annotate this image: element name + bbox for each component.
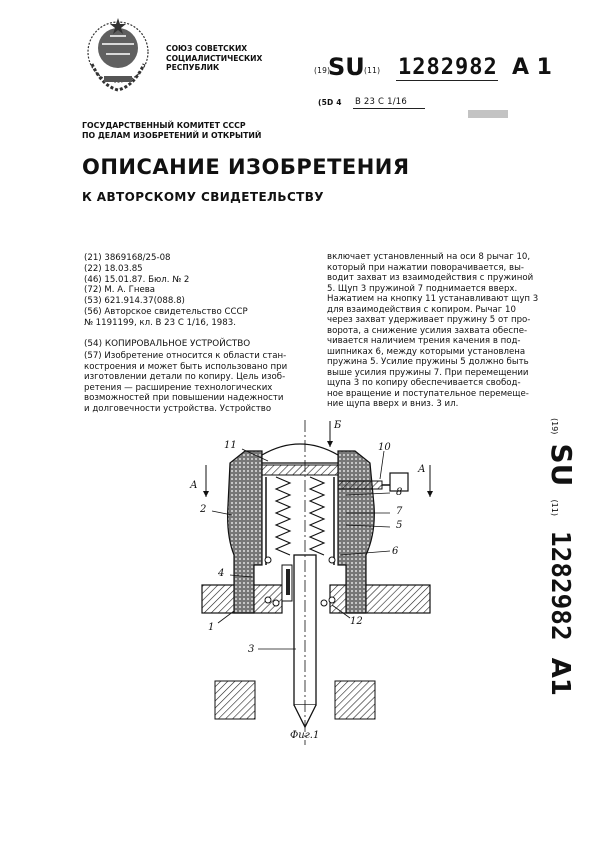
abstract-line: пружина 5. Усилие пружины 5 должно быть xyxy=(327,357,529,367)
abstract-line: и долговечности устройства. Устройство xyxy=(84,403,272,414)
label-1: 1 xyxy=(208,622,215,633)
abstract-line: (57) Изобретение относится к области стан- xyxy=(84,351,287,361)
label-2: 2 xyxy=(200,504,207,515)
library-stamp xyxy=(468,110,508,118)
label-a-right: А xyxy=(418,464,426,475)
label-4: 4 xyxy=(218,568,225,579)
number-underline xyxy=(396,80,498,81)
country-name xyxy=(166,44,262,73)
abstract-line: чивается наличием трения качения в под- xyxy=(327,336,521,346)
abstract-line: ние щупа вверх и вниз. 3 ил. xyxy=(327,399,459,409)
abstract-line: Нажатием на кнопку 11 устанавливают щуп 3 xyxy=(327,294,539,304)
vertical-patent-number xyxy=(540,420,580,700)
bibliographic-data xyxy=(84,253,248,329)
abstract-line: возможностей при повышении надежности xyxy=(84,393,284,403)
abstract-line: включает установленный на оси 8 рычаг 10, xyxy=(327,252,531,262)
patent-number: 1282982 xyxy=(398,55,498,80)
vertical-kind: A1 xyxy=(545,657,575,696)
biblio-line: (46) 15.01.87. Бюл. № 2 xyxy=(84,274,190,285)
invention-title: (54) КОПИРОВАЛЬНОЕ УСТРОЙСТВО xyxy=(84,339,251,349)
abstract-line: который при нажатии поворачивается, вы- xyxy=(327,262,524,273)
biblio-line: (56) Авторское свидетельство СССР xyxy=(84,306,248,317)
document-title: ОПИСАНИЕ ИЗОБРЕТЕНИЯ xyxy=(82,155,410,179)
label-b: Б xyxy=(334,420,342,431)
vertical-su: SU xyxy=(545,443,578,487)
state-emblem xyxy=(82,14,154,94)
lever-10 xyxy=(338,481,382,489)
ipc-underline xyxy=(353,108,425,109)
patent-kind: A 1 xyxy=(512,55,552,80)
abstract-line: водит захват из взаимодействия с пружиной xyxy=(327,273,534,283)
su-code: SU xyxy=(328,53,365,81)
base-plate xyxy=(330,585,430,613)
label-a-left: А xyxy=(190,480,198,491)
committee xyxy=(82,121,261,141)
button-11 xyxy=(262,444,338,463)
vertical-code-11: (11) xyxy=(550,499,559,516)
biblio-line: № 1191199, кл. В 23 С 1/16, 1983. xyxy=(84,317,236,328)
abstract-line: 5. Щуп 3 пружиной 7 поднимается вверх. xyxy=(327,283,518,294)
abstract-line: ное вращение и поступательное перемеще- xyxy=(327,388,529,399)
abstract-line: шипниках 6, между которыми установлена xyxy=(327,346,526,357)
abstract-line: для взаимодействия с копиром. Рычаг 10 xyxy=(327,304,516,315)
vertical-number: 1282982 xyxy=(545,531,575,641)
label-10: 10 xyxy=(378,442,391,453)
country-line: СОЦИАЛИСТИЧЕСКИХ xyxy=(166,53,263,63)
label-11: 11 xyxy=(224,440,237,451)
country-line: РЕСПУБЛИК xyxy=(166,63,220,72)
label-8: 8 xyxy=(396,487,403,498)
copier xyxy=(335,681,375,719)
abstract-line: через захват удерживает пружину 5 от про- xyxy=(327,315,531,325)
abstract-right xyxy=(327,252,538,410)
label-5: 5 xyxy=(396,520,403,531)
vertical-code-19: (19) xyxy=(550,418,559,435)
label-12: 12 xyxy=(350,616,363,627)
code-11: (11) xyxy=(364,66,381,75)
spring-5 xyxy=(266,477,334,565)
figure-1-drawing xyxy=(150,405,450,765)
label-7: 7 xyxy=(396,506,403,517)
label-3: 3 xyxy=(248,644,255,655)
abstract-line: ворота, а снижение усилия захвата обеспе- xyxy=(327,325,528,336)
ipc-code: (5D 4 xyxy=(318,98,342,107)
abstract-line: изготовлении детали по копиру. Цель изоб- xyxy=(84,372,286,382)
document-subtitle: К АВТОРСКОМУ СВИДЕТЕЛЬСТВУ xyxy=(82,190,324,204)
spring-7 xyxy=(276,477,324,555)
abstract-line: щупа 3 по копиру обеспечивается свобод- xyxy=(327,378,521,388)
committee-line: ГОСУДАРСТВЕННЫЙ КОМИТЕТ СССР xyxy=(82,121,246,130)
copier xyxy=(215,681,255,719)
code-19: (19) xyxy=(314,66,331,75)
biblio-line: (22) 18.03.85 xyxy=(84,263,143,274)
ipc-class: B 23 C 1/16 xyxy=(355,97,407,107)
label-6: 6 xyxy=(392,546,399,557)
abstract-line: выше усилия пружины 7. При перемещении xyxy=(327,367,529,378)
abstract-line: костроения и может быть использовано при xyxy=(84,361,288,372)
country-line: СОЮЗ СОВЕТСКИХ xyxy=(166,44,248,53)
biblio-line: (72) М. А. Гнева xyxy=(84,285,156,296)
figure-caption: Фиг.1 xyxy=(290,730,320,741)
abstract-line: ретения — расширение технологических xyxy=(84,382,273,393)
biblio-line: (21) 3869168/25-08 xyxy=(84,253,171,263)
biblio-line: (53) 621.914.37(088.8) xyxy=(84,296,185,307)
committee-line: ПО ДЕЛАМ ИЗОБРЕТЕНИЙ И ОТКРЫТИЙ xyxy=(82,131,262,140)
